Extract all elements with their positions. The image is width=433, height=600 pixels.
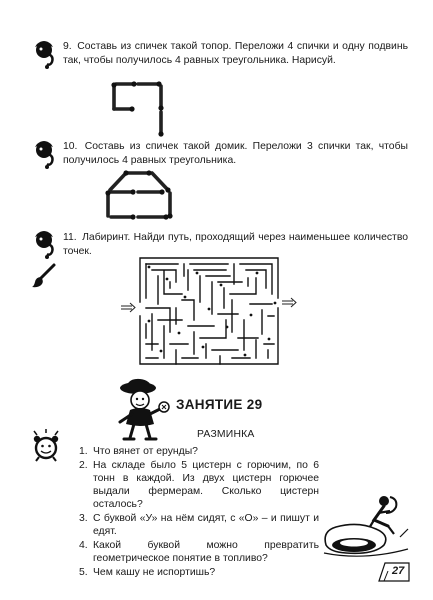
warmup-5-text: Чем кашу не испортишь? [93, 567, 216, 578]
list-item [79, 512, 319, 538]
maze-exit-arrow [282, 298, 296, 307]
warmup-2-number: 2. [79, 460, 88, 471]
maze-entry-arrow [121, 303, 135, 312]
page-number: 27 [392, 565, 405, 577]
task-10-text: Составь из спичек такой домик. Переложи 3 спички так, чтобы получилось 4 равных треугольника. [63, 141, 409, 167]
warmup-1-number: 1. [79, 446, 88, 457]
warmup-3-number: 3. [79, 513, 88, 524]
list-item [79, 566, 319, 579]
think-icon [31, 230, 57, 260]
task-10 [63, 140, 408, 168]
house-matches-figure [100, 168, 178, 222]
task-10-number: 10. [63, 141, 78, 152]
brush-icon [32, 262, 58, 288]
task-11-text: Лабиринт. Найди путь, проходящий через наименьшее количество точек. [63, 232, 408, 258]
page-number-tab [378, 562, 410, 582]
warmup-4-text: Какой буквой можно превратить геометрическое понятие в топливо? [93, 540, 319, 564]
think-icon [31, 40, 57, 70]
warmup-1-text: Что вянет от ерунды? [93, 446, 198, 457]
lesson-subtitle: РАЗМИНКА [197, 429, 255, 440]
axe-matches-figure [108, 78, 170, 140]
task-9-text: Составь из спичек такой топор. Переложи 4 спички и одну подвинь так, чтобы получилось 4 равных треугольника. Нарисуй. [63, 41, 408, 67]
alarm-clock-icon [30, 429, 62, 463]
magician-boy-illustration [116, 378, 172, 442]
list-item [79, 459, 319, 511]
warmup-2-text: На складе было 5 цистерн с горючим, по 6 тонн в каждой. Из двух цистерн горючее выдали фермерам. Сколько цистерн осталось? [93, 460, 319, 510]
maze-figure [118, 254, 306, 368]
lesson-title: ЗАНЯТИЕ 29 [176, 397, 263, 412]
warmup-list [79, 445, 319, 579]
warmup-5-number: 5. [79, 567, 88, 578]
warmup-4-number: 4. [79, 540, 88, 551]
list-item [79, 539, 319, 565]
task-9-number: 9. [63, 41, 72, 52]
skier-illustration [320, 493, 412, 559]
list-item [79, 445, 319, 458]
task-11-number: 11. [63, 232, 77, 243]
warmup-3-text: С буквой «У» на нём сидят, с «О» – и пишут и едят. [93, 513, 319, 537]
think-icon [31, 140, 57, 170]
task-9 [63, 40, 408, 68]
